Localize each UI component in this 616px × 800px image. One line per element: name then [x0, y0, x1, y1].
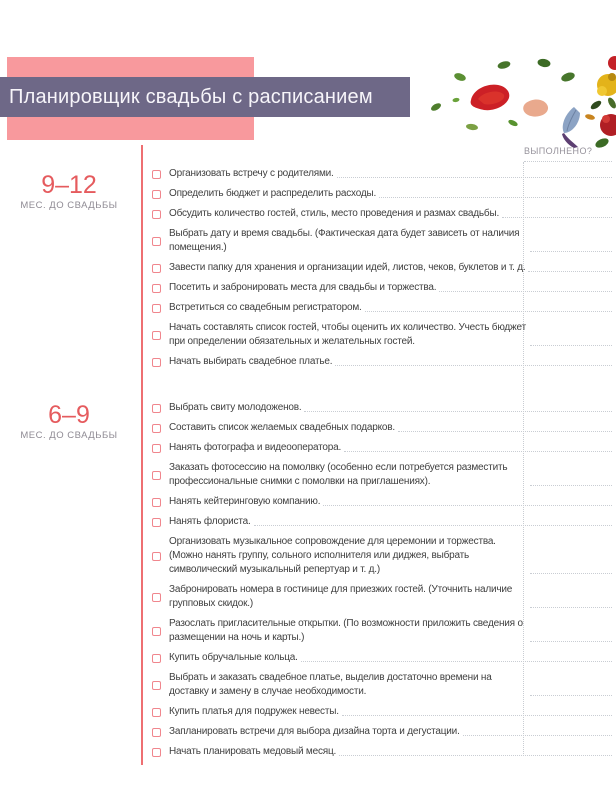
task-label: Выбрать и заказать свадебное платье, выделив достаточно времени на доставку и замену в случае необходимости. [169, 672, 492, 697]
task-label: Организовать встречу с родителями. [169, 168, 334, 179]
checklist-row [152, 513, 612, 531]
dotted-leader [530, 641, 612, 642]
flower-decoration-icon [416, 55, 616, 150]
task-checkbox[interactable] [152, 264, 161, 273]
task-label: Начать планировать медовый месяц. [169, 746, 337, 757]
dotted-leader [323, 505, 612, 506]
dotted-leader [344, 451, 612, 452]
dotted-leader [530, 573, 612, 574]
dotted-leader [463, 735, 612, 736]
checklist-row [152, 703, 612, 721]
task-checkbox[interactable] [152, 498, 161, 507]
dotted-leader [379, 197, 612, 198]
task-label: Выбрать свиту молодоженов. [169, 402, 302, 413]
checklist-row [152, 353, 612, 371]
task-checkbox[interactable] [152, 627, 161, 636]
dotted-leader [339, 755, 612, 756]
checklist-row [152, 299, 612, 317]
checklist-row [152, 581, 612, 613]
dotted-leader [337, 177, 612, 178]
section-label-9-12 [0, 172, 138, 211]
checklist-row [152, 615, 612, 647]
dotted-leader [530, 695, 612, 696]
dotted-leader [439, 291, 612, 292]
timeline-accent-line [141, 145, 143, 765]
section-range: 9–12 [41, 171, 97, 199]
task-label: Составить список желаемых свадебных подарков. [169, 422, 395, 433]
dotted-leader [528, 271, 612, 272]
task-checkbox[interactable] [152, 681, 161, 690]
task-label: Определить бюджет и распределить расходы. [169, 188, 377, 199]
checklist-row [152, 493, 612, 511]
dotted-leader [254, 525, 612, 526]
task-checkbox[interactable] [152, 654, 161, 663]
checklist-row [152, 399, 612, 417]
task-label: Забронировать номера в гостинице для приезжих гостей. (Уточнить наличие групповых скидок.) [169, 584, 513, 609]
task-label: Купить платья для подружек невесты. [169, 706, 339, 717]
task-label: Посетить и забронировать места для свадьбы и торжества. [169, 282, 437, 293]
dotted-leader [530, 485, 612, 486]
task-checkbox[interactable] [152, 518, 161, 527]
task-checkbox[interactable] [152, 190, 161, 199]
dotted-leader [304, 411, 612, 412]
checklist-row [152, 225, 612, 257]
checklist-row [152, 743, 612, 761]
dotted-leader [398, 431, 612, 432]
task-checkbox[interactable] [152, 358, 161, 367]
task-label: Начать выбирать свадебное платье. [169, 356, 333, 367]
checklist-section-6-9 [152, 399, 612, 763]
dotted-leader [342, 715, 612, 716]
done-column-header-underline [524, 161, 612, 162]
section-label-6-9 [0, 402, 138, 441]
task-label: Организовать музыкальное сопровождение для церемонии и торжества. (Можно нанять группу, сольного исполнителя или диджея, выбрать символический музыкальный репертуар и т. д.) [169, 536, 496, 575]
task-checkbox[interactable] [152, 552, 161, 561]
dotted-leader [502, 217, 612, 218]
task-checkbox[interactable] [152, 237, 161, 246]
dotted-leader [530, 345, 612, 346]
checklist-row [152, 669, 612, 701]
task-label: Разослать пригласительные открытки. (По возможности приложить сведения о размещении на ночь и карты.) [169, 618, 523, 643]
task-label: Встретиться со свадебным регистратором. [169, 302, 362, 313]
checklist-row [152, 439, 612, 457]
checklist-row [152, 649, 612, 667]
task-checkbox[interactable] [152, 593, 161, 602]
checklist-row [152, 319, 612, 351]
task-label: Нанять кейтеринговую компанию. [169, 496, 321, 507]
task-checkbox[interactable] [152, 210, 161, 219]
task-checkbox[interactable] [152, 444, 161, 453]
dotted-leader [335, 365, 612, 366]
checklist-row [152, 165, 612, 183]
checklist-row [152, 723, 612, 741]
checklist-row [152, 279, 612, 297]
dotted-leader [301, 661, 612, 662]
dotted-leader [365, 311, 612, 312]
task-checkbox[interactable] [152, 170, 161, 179]
section-range-caption: МЕС. ДО СВАДЬБЫ [20, 430, 118, 441]
section-range-caption: МЕС. ДО СВАДЬБЫ [20, 200, 118, 211]
checklist-row [152, 533, 612, 579]
dotted-leader [530, 251, 612, 252]
task-label: Нанять фотографа и видеооператора. [169, 442, 342, 453]
page-title: Планировщик свадьбы с расписанием [9, 85, 373, 108]
task-label: Обсудить количество гостей, стиль, место проведения и размах свадьбы. [169, 208, 500, 219]
checklist-section-9-12 [152, 165, 612, 373]
section-range: 6–9 [48, 401, 90, 429]
title-banner [0, 77, 410, 117]
checklist-row [152, 459, 612, 491]
task-checkbox[interactable] [152, 284, 161, 293]
task-checkbox[interactable] [152, 708, 161, 717]
task-label: Купить обручальные кольца. [169, 652, 298, 663]
checklist-row [152, 419, 612, 437]
checklist-row [152, 185, 612, 203]
task-label: Запланировать встречи для выбора дизайна торта и дегустации. [169, 726, 460, 737]
task-label: Начать составлять список гостей, чтобы оценить их количество. Учесть бюджет при определении обязательных и желательных гостей. [169, 322, 526, 347]
task-checkbox[interactable] [152, 404, 161, 413]
task-label: Завести папку для хранения и организации идей, листов, чеков, буклетов и т. д. [169, 262, 526, 273]
task-label: Заказать фотосессию на помолвку (особенно если потребуется разместить профессиональные снимки с помолвки на приглашениях). [169, 462, 508, 487]
task-checkbox[interactable] [152, 471, 161, 480]
task-checkbox[interactable] [152, 304, 161, 313]
dotted-leader [530, 607, 612, 608]
task-label: Выбрать дату и время свадьбы. (Фактическая дата будет зависеть от наличия помещения.) [169, 228, 520, 253]
done-column-header: ВЫПОЛНЕНО? [524, 146, 593, 156]
task-label: Нанять флориста. [169, 516, 251, 527]
task-checkbox[interactable] [152, 424, 161, 433]
task-checkbox[interactable] [152, 331, 161, 340]
checklist-row [152, 259, 612, 277]
checklist-row [152, 205, 612, 223]
task-checkbox[interactable] [152, 748, 161, 757]
task-checkbox[interactable] [152, 728, 161, 737]
